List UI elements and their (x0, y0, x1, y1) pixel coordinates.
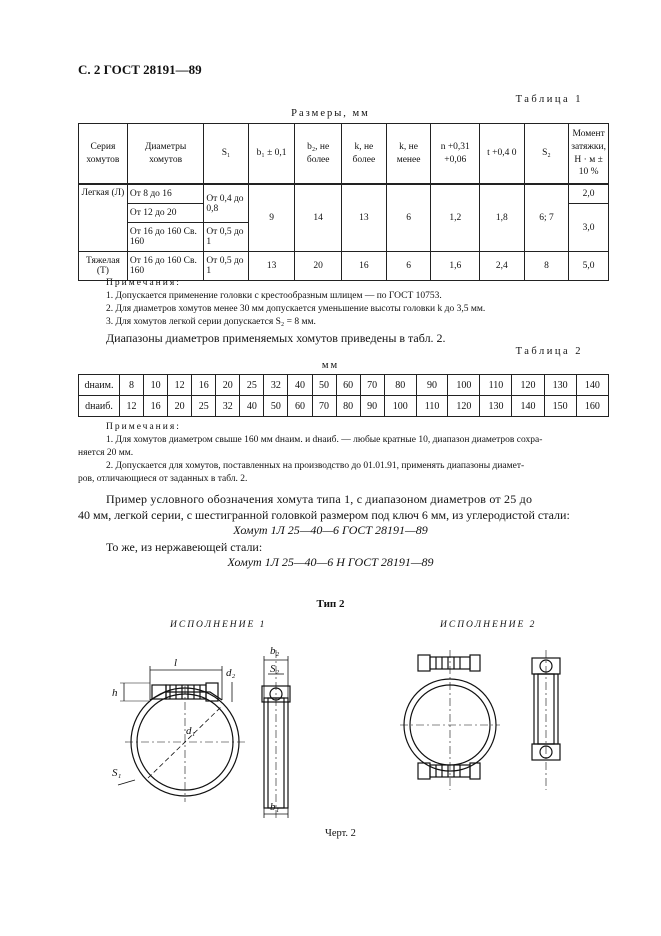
table-cell: 32 (264, 375, 288, 396)
cell-s1-a: От 0,4 до 0,8 (204, 184, 249, 223)
table-cell: 40 (288, 375, 312, 396)
th-n: n +0,31 +0,06 (431, 124, 480, 185)
table-cell: 20 (216, 375, 240, 396)
dim-d2: d₂ (226, 667, 236, 679)
table-cell: 150 (544, 396, 576, 417)
row-label-dmin: dнаим. (79, 375, 120, 396)
table-cell: 25 (192, 396, 216, 417)
example-line1: Пример условного обозначения хомута типа 1, с диапазоном диаметров от 25 до (106, 492, 533, 506)
th-t: t +0,4 0 (480, 124, 525, 185)
cell-heavy-t: 2,4 (480, 252, 525, 281)
th-b1: b₁ ± 0,1 (248, 124, 295, 185)
designation-1: Хомут 1Л 25—40—6 ГОСТ 28191—89 (233, 523, 428, 537)
notes1-item: 2. Для диаметров хомутов менее 30 мм допускается уменьшение высоты головки k до 3,5 мм. (106, 304, 486, 314)
cell-moment-b: 3,0 (569, 204, 609, 252)
notes1-item: 3. Для хомутов легкой серии допускается S₂ = 8 мм. (106, 317, 316, 327)
table-cell: 80 (336, 396, 360, 417)
table-cell: 110 (480, 375, 512, 396)
cell-s2: 6; 7 (524, 184, 569, 252)
notes2-item: няется 20 мм. (78, 448, 134, 458)
th-b2: b₂, не более (295, 124, 342, 185)
th-s1: S₁ (204, 124, 249, 185)
figure-title: Тип 2 (316, 598, 345, 610)
table-cell: 70 (312, 396, 336, 417)
cell-b1: 9 (248, 184, 295, 252)
table-cell: 50 (264, 396, 288, 417)
cell-kmax: 13 (342, 184, 387, 252)
example-line2: 40 мм, легкой серии, с шестигранной головкой размером под ключ 6 мм, из углеродистой стали: (78, 508, 570, 522)
cell-moment-a: 2,0 (569, 184, 609, 204)
table-cell: 160 (576, 396, 608, 417)
dim-b1: b₁ (270, 801, 280, 813)
para-ranges: Диапазоны диаметров применяемых хомутов приведены в табл. 2. (106, 331, 446, 345)
cell-n: 1,2 (431, 184, 480, 252)
cell-heavy-kmin: 6 (386, 252, 431, 281)
cell-d2: От 12 до 20 (127, 204, 203, 223)
notes2-item: ров, отличающиеся от заданных в табл. 2. (78, 474, 248, 484)
cell-heavy-kmax: 16 (342, 252, 387, 281)
notes2-item: 2. Допускается для хомутов, поставленных на производство до 01.01.91, применять диапазоны диамет- (106, 461, 525, 471)
table-cell: 60 (336, 375, 360, 396)
table-cell: 80 (384, 375, 416, 396)
designation-2: Хомут 1Л 25—40—6 Н ГОСТ 28191—89 (227, 555, 434, 569)
table-cell: 25 (240, 375, 264, 396)
table-cell: 120 (512, 375, 544, 396)
table-cell: 20 (168, 396, 192, 417)
dim-s1: S₁ (112, 767, 122, 779)
dim-h: h (112, 687, 118, 699)
table-cell: 110 (416, 396, 448, 417)
table-row (79, 375, 609, 396)
table-cell: 90 (360, 396, 384, 417)
table2-label: Таблица 2 (515, 346, 583, 357)
cell-heavy-s2: 8 (524, 252, 569, 281)
table-cell: 90 (416, 375, 448, 396)
th-diameters: Диаметры хомутов (127, 124, 203, 185)
table1-label: Таблица 1 (515, 94, 583, 105)
page-header: С. 2 ГОСТ 28191—89 (78, 62, 202, 77)
notes1-head: Примечания: (106, 278, 181, 288)
row-label-dmax: dнаиб. (79, 396, 120, 417)
cell-heavy-b2: 20 (295, 252, 342, 281)
cell-heavy-series: Тяжелая (Т) (79, 252, 128, 281)
table-row (79, 396, 609, 417)
table1 (78, 123, 609, 281)
notes1-item: 1. Допускается применение головки с крестообразным шлицем — по ГОСТ 10753. (106, 291, 442, 301)
cell-d3: От 16 до 160 Св. 160 (127, 223, 203, 252)
figure-caption: Черт. 2 (325, 828, 356, 839)
table-cell: 12 (120, 396, 144, 417)
table-cell: 16 (144, 396, 168, 417)
cell-s1-b: От 0,5 до 1 (204, 223, 249, 252)
table-cell: 60 (288, 396, 312, 417)
th-s2: S₂ (524, 124, 569, 185)
dim-s2: S₂ (270, 663, 280, 675)
cell-d1: От 8 до 16 (127, 184, 203, 204)
cell-heavy-moment: 5,0 (569, 252, 609, 281)
notes2-item: 1. Для хомутов диаметром свыше 160 мм dнаим. и dнаиб. — любые кратные 10, диапазон диаметров сохра- (106, 435, 543, 445)
dim-b2: b₂ (270, 645, 280, 657)
table1-caption: Размеры, мм (291, 108, 370, 119)
cell-heavy-s1: От 0,5 до 1 (204, 252, 249, 281)
table-row (79, 184, 609, 204)
table-cell: 140 (576, 375, 608, 396)
cell-heavy-b1: 13 (248, 252, 295, 281)
dim-d1: d₁ (186, 725, 196, 737)
th-kmin: k, не менее (386, 124, 431, 185)
table2-caption: мм (321, 360, 340, 371)
table-cell: 140 (512, 396, 544, 417)
table-cell: 12 (168, 375, 192, 396)
table-cell: 120 (448, 396, 480, 417)
dim-l: l (174, 657, 178, 669)
cell-kmin: 6 (386, 184, 431, 252)
cell-b2: 14 (295, 184, 342, 252)
table-cell: 16 (192, 375, 216, 396)
clamp-drawing (0, 630, 661, 825)
table-cell: 130 (480, 396, 512, 417)
cell-heavy-d: От 16 до 160 Св. 160 (127, 252, 203, 281)
table-cell: 100 (384, 396, 416, 417)
table-cell: 70 (360, 375, 384, 396)
table-cell: 40 (240, 396, 264, 417)
th-series: Серия хомутов (79, 124, 128, 185)
th-kmax: k, не более (342, 124, 387, 185)
table-cell: 130 (544, 375, 576, 396)
notes2-head: Примечания: (106, 422, 181, 432)
exec1-label: ИСПОЛНЕНИЕ 1 (170, 620, 267, 630)
table-cell: 10 (144, 375, 168, 396)
table1-header-row (79, 124, 609, 185)
cell-light-series: Легкая (Л) (79, 184, 128, 252)
table-cell: 100 (448, 375, 480, 396)
cell-heavy-n: 1,6 (431, 252, 480, 281)
table-cell: 50 (312, 375, 336, 396)
th-moment: Момент затяжки, Н · м ± 10 % (569, 124, 609, 185)
cell-t: 1,8 (480, 184, 525, 252)
exec2-label: ИСПОЛНЕНИЕ 2 (440, 620, 537, 630)
same-stainless: То же, из нержавеющей стали: (106, 540, 263, 554)
table-cell: 32 (216, 396, 240, 417)
table2 (78, 374, 609, 417)
table-cell: 8 (120, 375, 144, 396)
